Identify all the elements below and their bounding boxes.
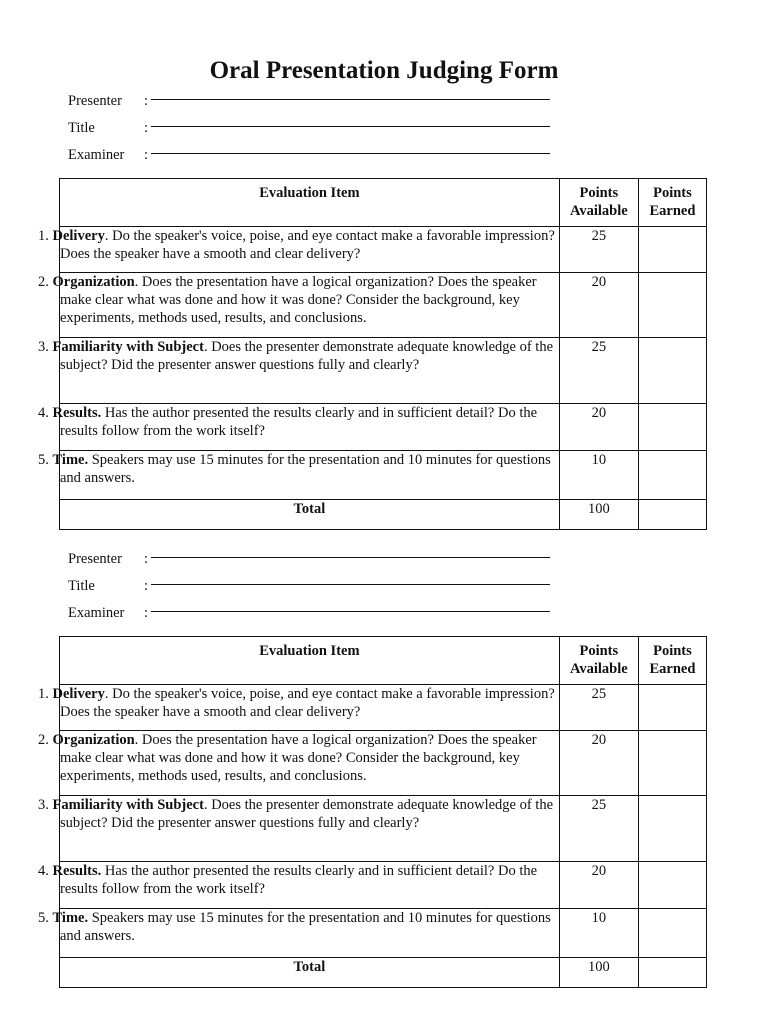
- points-available: 20: [559, 404, 638, 451]
- points-earned-cell[interactable]: [638, 909, 706, 958]
- table-row: [60, 338, 707, 404]
- table-total-row: [60, 500, 707, 530]
- title-colon: :: [144, 120, 149, 136]
- table-row: [60, 685, 707, 731]
- table-row: [60, 227, 707, 273]
- title-label: Title: [68, 120, 95, 136]
- table-row: [60, 909, 707, 958]
- total-points-available: 100: [559, 500, 638, 530]
- title-colon: :: [144, 578, 149, 594]
- evaluation-item-delivery: 1. Delivery. Do the speaker's voice, poise, and eye contact make a favorable impression? Does the speaker have a smooth and clear delivery?: [60, 227, 560, 273]
- table-row: [60, 273, 707, 338]
- examiner-line[interactable]: [151, 611, 550, 612]
- table-header-row: [60, 179, 707, 227]
- points-earned-cell[interactable]: [638, 731, 706, 796]
- title-line[interactable]: [151, 584, 550, 585]
- points-available: 10: [559, 909, 638, 958]
- table-total-row: [60, 958, 707, 988]
- table-row: [60, 862, 707, 909]
- table-row: [60, 451, 707, 500]
- examiner-colon: :: [144, 605, 149, 621]
- points-available: 20: [559, 862, 638, 909]
- header-points-available: Points Available: [559, 637, 638, 685]
- evaluation-item-delivery: 1. Delivery. Do the speaker's voice, poise, and eye contact make a favorable impression? Does the speaker have a smooth and clear delivery?: [60, 685, 560, 731]
- points-earned-cell[interactable]: [638, 862, 706, 909]
- evaluation-item-time: 5. Time. Speakers may use 15 minutes for the presentation and 10 minutes for questions and answers.: [60, 451, 560, 500]
- presenter-colon: :: [144, 551, 149, 567]
- table-row: [60, 731, 707, 796]
- title-label: Title: [68, 578, 95, 594]
- header-points-earned: Points Earned: [638, 179, 706, 227]
- evaluation-item-results: 4. Results. Has the author presented the results clearly and in sufficient detail? Do the results follow from the work itself?: [60, 862, 560, 909]
- evaluation-item-organization: 2. Organization. Does the presentation have a logical organization? Does the speaker make clear what was done and how it was done? Consider the background, key experiments, methods used, results, and conclusions.: [60, 273, 560, 338]
- points-available: 10: [559, 451, 638, 500]
- table-row: [60, 404, 707, 451]
- points-earned-cell[interactable]: [638, 796, 706, 862]
- points-available: 20: [559, 731, 638, 796]
- points-available: 20: [559, 273, 638, 338]
- total-label: Total: [60, 500, 560, 530]
- form-title: Oral Presentation Judging Form: [209, 57, 559, 84]
- presenter-line[interactable]: [151, 557, 550, 558]
- presenter-label: Presenter: [68, 93, 122, 109]
- evaluation-table: [38, 178, 707, 530]
- table-header-row: [60, 637, 707, 685]
- evaluation-item-organization: 2. Organization. Does the presentation have a logical organization? Does the speaker make clear what was done and how it was done? Consider the background, key experiments, methods used, results, and conclusions.: [60, 731, 560, 796]
- evaluation-table: [38, 636, 707, 988]
- examiner-colon: :: [144, 147, 149, 163]
- presenter-label: Presenter: [68, 551, 122, 567]
- total-points-earned-cell[interactable]: [638, 500, 706, 530]
- points-available: 25: [559, 685, 638, 731]
- evaluation-item-familiarity: 3. Familiarity with Subject. Does the presenter demonstrate adequate knowledge of the subject? Did the presenter answer questions fully and clearly?: [60, 338, 560, 404]
- header-points-available: Points Available: [559, 179, 638, 227]
- header-points-earned: Points Earned: [638, 637, 706, 685]
- points-available: 25: [559, 338, 638, 404]
- total-points-available: 100: [559, 958, 638, 988]
- points-available: 25: [559, 227, 638, 273]
- points-earned-cell[interactable]: [638, 404, 706, 451]
- examiner-label: Examiner: [68, 605, 125, 621]
- points-earned-cell[interactable]: [638, 451, 706, 500]
- evaluation-item-familiarity: 3. Familiarity with Subject. Does the presenter demonstrate adequate knowledge of the subject? Did the presenter answer questions fully and clearly?: [60, 796, 560, 862]
- total-label: Total: [60, 958, 560, 988]
- examiner-label: Examiner: [68, 147, 125, 163]
- header-evaluation-item: Evaluation Item: [60, 179, 560, 227]
- presenter-line[interactable]: [151, 99, 550, 100]
- presenter-colon: :: [144, 93, 149, 109]
- points-available: 25: [559, 796, 638, 862]
- evaluation-item-time: 5. Time. Speakers may use 15 minutes for the presentation and 10 minutes for questions and answers.: [60, 909, 560, 958]
- points-earned-cell[interactable]: [638, 227, 706, 273]
- points-earned-cell[interactable]: [638, 685, 706, 731]
- title-line[interactable]: [151, 126, 550, 127]
- points-earned-cell[interactable]: [638, 338, 706, 404]
- table-row: [60, 796, 707, 862]
- total-points-earned-cell[interactable]: [638, 958, 706, 988]
- examiner-line[interactable]: [151, 153, 550, 154]
- header-evaluation-item: Evaluation Item: [60, 637, 560, 685]
- points-earned-cell[interactable]: [638, 273, 706, 338]
- evaluation-item-results: 4. Results. Has the author presented the results clearly and in sufficient detail? Do the results follow from the work itself?: [60, 404, 560, 451]
